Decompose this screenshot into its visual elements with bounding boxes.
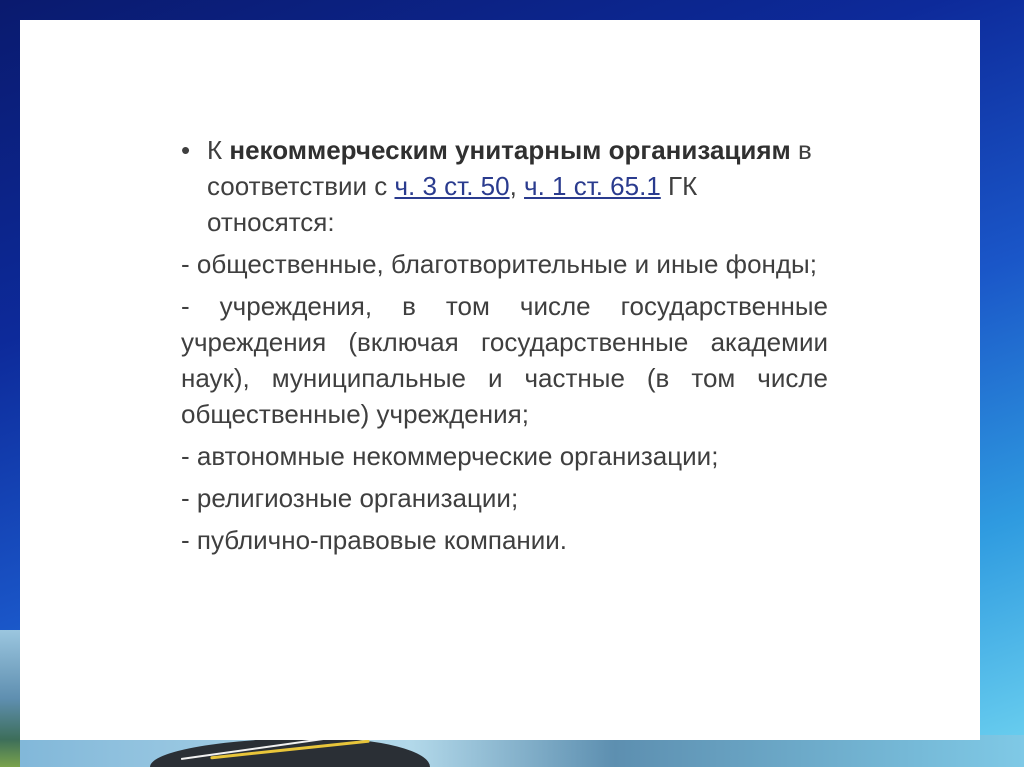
list-item: - учреждения, в том числе государственные учреждения (включая государственные академии наук), муниципальные и частные (в том числе общественные) учреждения; [181, 291, 828, 429]
intro-bold-term: некоммерческим унитарным организациям [229, 135, 791, 165]
law-link-1[interactable]: ч. 3 ст. 50 [394, 171, 510, 201]
intro-prefix: К [207, 135, 230, 165]
intro-paragraph [181, 132, 828, 240]
list-item: - автономные некоммерческие организации; [181, 441, 719, 471]
decorative-city-image [0, 630, 20, 767]
law-link-2[interactable]: ч. 1 ст. 65.1 [524, 171, 661, 201]
intro-line2-prefix: в соответствии с [207, 135, 812, 201]
bullet-icon: • [181, 135, 191, 165]
intro-line2-suffix: ГК относятся: [207, 171, 698, 237]
list-item: - публично-правовые компании. [181, 525, 568, 555]
list-item: - религиозные организации; [181, 483, 519, 513]
slide-content [181, 132, 828, 564]
list-item: - общественные, благотворительные и иные фонды; [181, 249, 817, 279]
intro-separator: , [509, 171, 525, 201]
